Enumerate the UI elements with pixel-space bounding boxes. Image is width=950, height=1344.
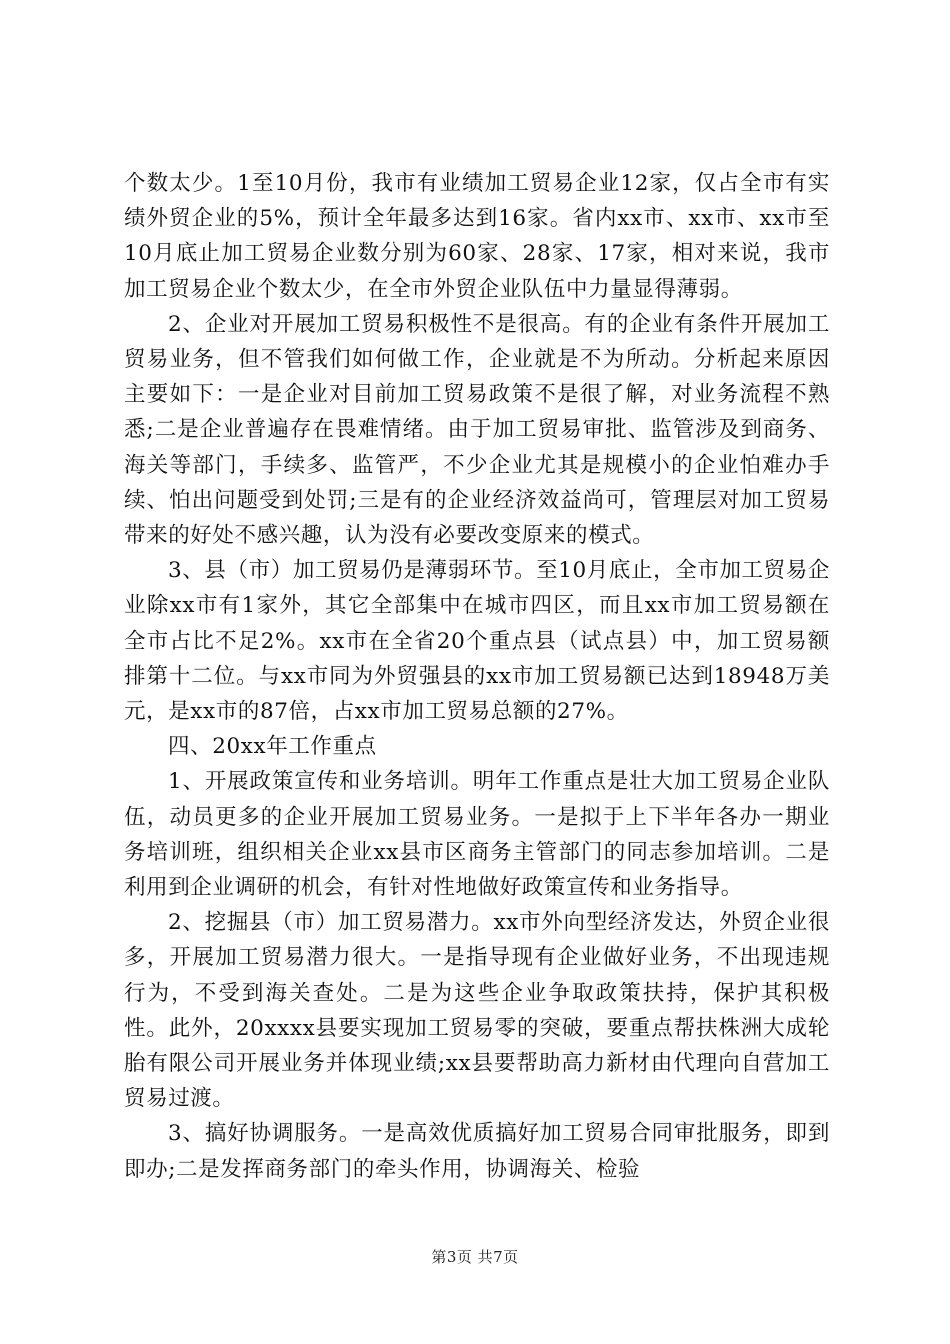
paragraph-county-weakness: 3、县（市）加工贸易仍是薄弱环节。至10月底止，全市加工贸易企业除xx市有1家外，其它全部集中在城市四区，而且xx市加工贸易额在全市占比不足2%。xx市在全省20个重点县（试点县）中，加工贸易额排第十二位。与xx市同为外贸强县的xx市加工贸易额已达到18948万美元，是xx市的87倍，占xx市加工贸易总额的27%。	[124, 558, 830, 725]
paragraph-county-potential: 2、挖掘县（市）加工贸易潜力。xx市外向型经济发达，外贸企业很多，开展加工贸易潜力很大。一是指导现有企业做好业务，不出现违规行为，不受到海关查处。二是为这些企业争取政策扶持，保护其积极性。此外，20xxxx县要实现加工贸易零的突破，要重点帮扶株洲大成轮胎有限公司开展业务并体现业绩;xx县要帮助高力新材由代理向自营加工贸易过渡。	[124, 910, 830, 1112]
section-heading-work-focus: 四、20xx年工作重点	[168, 734, 377, 760]
paragraph-policy-training: 1、开展政策宣传和业务培训。明年工作重点是壮大加工贸易企业队伍，动员更多的企业开展加工贸易业务。一是拟于上下半年各办一期业务培训班，组织相关企业xx县市区商务主管部门的同志参加培训。二是利用到企业调研的机会，有针对性地做好政策宣传和业务指导。	[124, 769, 830, 901]
paragraph-coordination-service: 3、搞好协调服务。一是高效优质搞好加工贸易合同审批服务，即到即办;二是发挥商务部门的牵头作用，协调海关、检验	[124, 1121, 830, 1182]
paragraph-continuation: 个数太少。1至10月份，我市有业绩加工贸易企业12家，仅占全市有实绩外贸企业的5%，预计全年最多达到16家。省内xx市、xx市、xx市至10月底止加工贸易企业数分别为60家、28家、17家，相对来说，我市加工贸易企业个数太少，在全市外贸企业队伍中力量显得薄弱。	[124, 171, 830, 302]
page-footer: 第3页 共7页	[431, 1248, 519, 1266]
paragraph-enterprise-enthusiasm: 2、企业对开展加工贸易积极性不是很高。有的企业有条件开展加工贸易业务，但不管我们如何做工作，企业就是不为所动。分析起来原因主要如下：一是企业对目前加工贸易政策不是很了解，对业务流程不熟悉;二是企业普遍存在畏难情绪。由于加工贸易审批、监管涉及到商务、海关等部门，手续多、监管严，不少企业尤其是规模小的企业怕难办手续、怕出问题受到处罚;三是有的企业经济效益尚可，管理层对加工贸易带来的好处不感兴趣，认为没有必要改变原来的模式。	[124, 311, 830, 549]
document-body	[124, 166, 830, 1187]
